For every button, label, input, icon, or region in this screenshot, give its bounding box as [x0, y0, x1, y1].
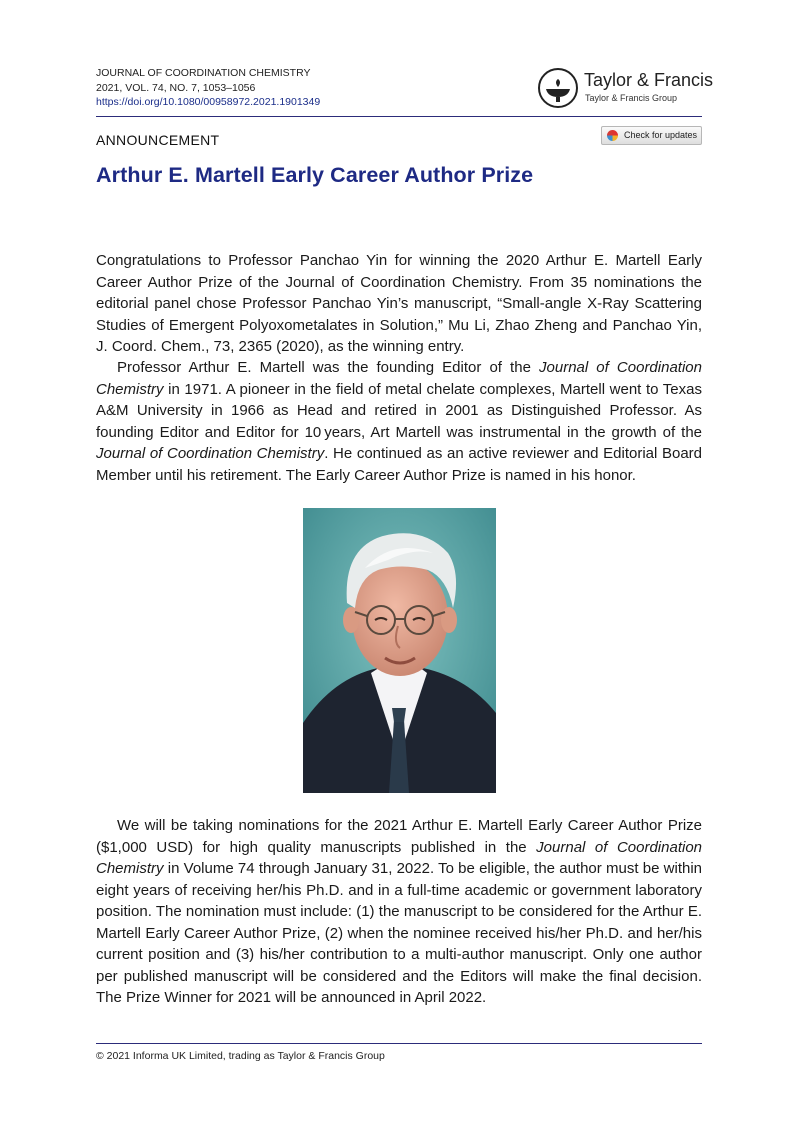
- footer-rule: [96, 1043, 702, 1044]
- paragraph-2-text: . He continued as an active reviewer and Editorial Board Member until his retirement. The Early Career Author Prize is named in his honor.: [96, 445, 702, 484]
- lamp-icon: [537, 67, 579, 109]
- copyright-footer: © 2021 Informa UK Limited, trading as Taylor & Francis Group: [96, 1050, 385, 1062]
- running-header: [96, 66, 320, 110]
- journal-title-italic: Journal of Coordination Chemistry: [96, 359, 702, 398]
- publisher-name: Taylor & Francis: [584, 70, 714, 90]
- paragraph-2-text: Professor Arthur E. Martell was the founding Editor of the: [117, 359, 540, 376]
- paragraph-3-text: in Volume 74 through January 31, 2022. To be eligible, the author must be within eight years of receiving her/his Ph.D. and in a full-time academic or government laboratory position. The nomination must include: (1) the manuscript to be considered for the Arthur E. Martell Early Career Author Prize, (2) when the nominee received his/her Ph.D. and her/his current position and (3) his/her contribution to a multi-author manuscript. Only one author per published manuscript will be considered and the Editors will make the final decision. The Prize Winner for 2021 will be announced in April 2022.: [96, 860, 702, 1006]
- publisher-logo: [537, 67, 714, 111]
- paragraph-2-text: in 1971. A pioneer in the field of metal chelate complexes, Martell went to Texas A&M University in 1966 as Head and retired in 2001 as Distinguished Professor. As founding Editor and Editor for 10 years, Art Martell was instrumental in the growth of the: [96, 380, 702, 441]
- check-for-updates-label: Check for updates: [624, 130, 698, 140]
- header-rule: [96, 116, 702, 117]
- article-title: Arthur E. Martell Early Career Author Prize: [96, 163, 534, 187]
- portrait-photo: [303, 508, 496, 793]
- journal-title-italic: Journal of Coordination Chemistry: [96, 445, 325, 462]
- publisher-group: Taylor & Francis Group: [585, 93, 678, 103]
- crossmark-icon: [607, 130, 618, 141]
- journal-name: JOURNAL OF COORDINATION CHEMISTRY: [96, 67, 311, 79]
- section-label: ANNOUNCEMENT: [96, 132, 220, 148]
- paragraph-2: [96, 357, 702, 486]
- doi-link[interactable]: https://doi.org/10.1080/00958972.2021.1901349: [96, 96, 321, 108]
- paragraph-3-text: We will be taking nominations for the 2021 Arthur E. Martell Early Career Author Prize ($1,000 USD) for high quality manuscripts published in the: [96, 817, 702, 856]
- journal-title-italic: Journal of Coordination Chemistry: [96, 838, 702, 877]
- paragraph-3: [96, 815, 702, 1009]
- volume-info: 2021, VOL. 74, NO. 7, 1053–1056: [96, 81, 256, 94]
- check-for-updates-button[interactable]: [601, 126, 702, 145]
- paragraph-1: Congratulations to Professor Panchao Yin for winning the 2020 Arthur E. Martell Early Career Author Prize of the Journal of Coordination Chemistry. From 35 nominations the editorial panel chose Professor Panchao Yin’s manuscript, “Small-angle X-Ray Scattering Studies of Emergent Polyoxometalates in Solution,” Mu Li, Zhao Zheng and Panchao Yin, J. Coord. Chem., 73, 2365 (2020), as the winning entry.: [96, 252, 702, 355]
